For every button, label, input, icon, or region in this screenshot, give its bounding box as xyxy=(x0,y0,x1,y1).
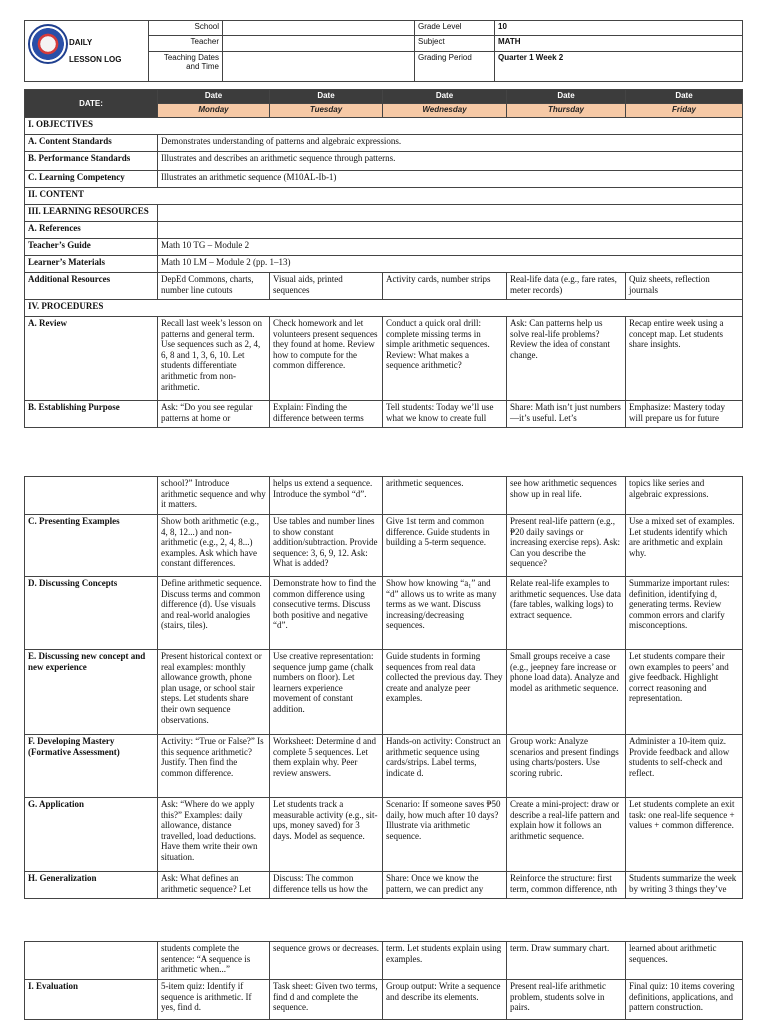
discussing-concepts-label: D. Discussing Concepts xyxy=(25,577,158,650)
header-block xyxy=(24,20,742,82)
dates-value xyxy=(223,51,415,82)
new-concept-label: E. Discussing new concept and new experience xyxy=(25,650,158,735)
evaluation-wed: Group output: Write a sequence and describe its elements. xyxy=(383,980,507,1020)
date-label: DATE: xyxy=(25,90,158,118)
learning-competency-label: C. Learning Competency xyxy=(25,171,158,188)
purpose-fri-part1: Emphasize: Mastery today will prepare us for future xyxy=(626,401,743,428)
purpose-wed-part2: arithmetic sequences. xyxy=(383,477,507,515)
grade-value: 10 xyxy=(495,21,743,36)
generalization-label: H. Generalization xyxy=(25,872,158,899)
generalization-fri-part1: Students summarize the week by writing 3 things they’ve xyxy=(626,872,743,899)
examples-mon: Show both arithmetic (e.g., 4, 8, 12...) and non-arithmetic (e.g., 2, 4, 8...) examples. Ask which have constant differences. xyxy=(158,515,270,577)
day-monday: Monday xyxy=(158,104,270,118)
new-concept-tue: Use creative representation: sequence jump game (chalk numbers on floor). Let learners experience movement of constant addition. xyxy=(270,650,383,735)
generalization-mon-part2: students complete the sentence: “A sequence is arithmetic when...” xyxy=(158,942,270,980)
purpose-fri-part2: topics like series and algebraic expressions. xyxy=(626,477,743,515)
review-label: A. Review xyxy=(25,317,158,401)
performance-standards-label: B. Performance Standards xyxy=(25,152,158,171)
subject-value: MATH xyxy=(495,36,743,51)
title-daily: DAILY xyxy=(69,38,93,47)
generalization-thu-part2: term. Draw summary chart. xyxy=(507,942,626,980)
additional-resources-mon: DepEd Commons, charts, number line cutouts xyxy=(158,273,270,300)
discussing-thu: Relate real-life examples to arithmetic sequences. Use data (fare tables, walking logs) to extract sequence. xyxy=(507,577,626,650)
teachers-guide-value: Math 10 TG – Module 2 xyxy=(158,239,743,256)
generalization-wed-part1: Share: Once we know the pattern, we can predict any xyxy=(383,872,507,899)
application-label: G. Application xyxy=(25,798,158,872)
grade-label: Grade Level xyxy=(415,21,495,36)
references-label: A. References xyxy=(25,222,158,239)
day-friday: Friday xyxy=(626,104,743,118)
establishing-purpose-label: B. Establishing Purpose xyxy=(25,401,158,428)
review-mon: Recall last week’s lesson on patterns and general term. Use sequences such as 2, 4, 6, 8 and 1, 3, 6, 10. Let students differentiate arithmetic from non-arithmetic. xyxy=(158,317,270,401)
examples-fri: Use a mixed set of examples. Let students identify which are arithmetic and explain why. xyxy=(626,515,743,577)
purpose-thu-part2: see how arithmetic sequences show up in real life. xyxy=(507,477,626,515)
section-objectives: I. OBJECTIVES xyxy=(25,118,743,135)
period-label: Grading Period xyxy=(415,51,495,82)
purpose-mon-part2: school?” Introduce arithmetic sequence and why it matters. xyxy=(158,477,270,515)
evaluation-fri: Final quiz: 10 items covering definitions, applications, and pattern construction. xyxy=(626,980,743,1020)
school-value xyxy=(223,21,415,36)
new-concept-wed: Guide students in forming sequences from real data collected the previous day. They create and analyze peer examples. xyxy=(383,650,507,735)
discussing-tue: Demonstrate how to find the common difference using consecutive terms. Discuss both positive and negative “d”. xyxy=(270,577,383,650)
day-thursday: Thursday xyxy=(507,104,626,118)
learning-competency-value: Illustrates an arithmetic sequence (M10AL-Ib-1) xyxy=(158,171,743,188)
examples-thu: Present real-life pattern (e.g., ₱20 daily savings or increasing exercise reps). Ask: Can you describe the sequence? xyxy=(507,515,626,577)
mastery-mon: Activity: “True or False?” Is this sequence arithmetic? Justify. Then find the common difference. xyxy=(158,735,270,798)
evaluation-thu: Present real-life arithmetic problem, students solve in pairs. xyxy=(507,980,626,1020)
discussing-fri: Summarize important rules: definition, identifying d, generating terms. Review common errors and clarify misconceptions. xyxy=(626,577,743,650)
generalization-thu-part1: Reinforce the structure: first term, common difference, nth xyxy=(507,872,626,899)
learners-materials-value: Math 10 LM – Module 2 (pp. 1–13) xyxy=(158,256,743,273)
date-col-2: Date xyxy=(270,90,383,104)
review-tue: Check homework and let volunteers present sequences they found at home. Review how to compute for the common difference. xyxy=(270,317,383,401)
date-col-5: Date xyxy=(626,90,743,104)
purpose-tue-part1: Explain: Finding the difference between terms xyxy=(270,401,383,428)
new-concept-mon: Present historical context or real examples: monthly allowance growth, phone plan usage, or school stair steps. Let students share their own sequence observations. xyxy=(158,650,270,735)
teacher-label: Teacher xyxy=(149,36,223,51)
day-wednesday: Wednesday xyxy=(383,104,507,118)
application-mon: Ask: “Where do we apply this?” Examples: daily allowance, distance travelled, load deductions. Have them write their own situation. xyxy=(158,798,270,872)
new-concept-thu: Small groups receive a case (e.g., jeepney fare increase or phone load data). Analyze and model as arithmetic sequence. xyxy=(507,650,626,735)
date-col-3: Date xyxy=(383,90,507,104)
examples-wed: Give 1st term and common difference. Guide students in building a 5-term sequence. xyxy=(383,515,507,577)
dates-label: Teaching Dates and Time xyxy=(149,51,223,82)
purpose-mon-part1: Ask: “Do you see regular patterns at home or xyxy=(158,401,270,428)
evaluation-tue: Task sheet: Given two terms, find d and complete the sequence. xyxy=(270,980,383,1020)
teachers-guide-label: Teacher’s Guide xyxy=(25,239,158,256)
learners-materials-label: Learner’s Materials xyxy=(25,256,158,273)
mastery-wed: Hands-on activity: Construct an arithmetic sequence using cards/strips. Label terms, indicate d. xyxy=(383,735,507,798)
purpose-wed-part1: Tell students: Today we’ll use what we know to create full xyxy=(383,401,507,428)
day-tuesday: Tuesday xyxy=(270,104,383,118)
evaluation-label: I. Evaluation xyxy=(25,980,158,1020)
lesson-table-part-3 xyxy=(24,941,742,1020)
mastery-thu: Group work: Analyze scenarios and present findings using charts/posters. Use scoring rubric. xyxy=(507,735,626,798)
generalization-tue-part1: Discuss: The common difference tells us how the xyxy=(270,872,383,899)
generalization-mon-part1: Ask: What defines an arithmetic sequence? Let xyxy=(158,872,270,899)
review-fri: Recap entire week using a concept map. Let students share insights. xyxy=(626,317,743,401)
additional-resources-wed: Activity cards, number strips xyxy=(383,273,507,300)
application-tue: Let students track a measurable activity (e.g., sit-ups, money saved) for 3 days. Model as sequence. xyxy=(270,798,383,872)
additional-resources-label: Additional Resources xyxy=(25,273,158,300)
performance-standards-value: Illustrates and describes an arithmetic sequence through patterns. xyxy=(158,152,743,171)
date-col-1: Date xyxy=(158,90,270,104)
mastery-fri: Administer a 10-item quiz. Provide feedback and allow students to self-check and reflect. xyxy=(626,735,743,798)
review-wed: Conduct a quick oral drill: complete missing terms in simple arithmetic sequences. Review: What makes a sequence arithmetic? xyxy=(383,317,507,401)
period-value: Quarter 1 Week 2 xyxy=(495,51,743,82)
generalization-fri-part2: learned about arithmetic sequences. xyxy=(626,942,743,980)
lesson-table-part-1 xyxy=(24,89,742,428)
discussing-wed: Show how knowing “a₁” and “d” allows us to write as many terms as we want. Discuss increasing/decreasing sequences. xyxy=(383,577,507,650)
section-content: II. CONTENT xyxy=(25,188,743,205)
additional-resources-fri: Quiz sheets, reflection journals xyxy=(626,273,743,300)
subject-label: Subject xyxy=(415,36,495,51)
purpose-thu-part1: Share: Math isn’t just numbers—it’s useful. Let’s xyxy=(507,401,626,428)
discussing-mon: Define arithmetic sequence. Discuss terms and common difference (d). Use visuals and real-world analogies (stairs, tiles). xyxy=(158,577,270,650)
evaluation-mon: 5-item quiz: Identify if sequence is arithmetic. If yes, find d. xyxy=(158,980,270,1020)
generalization-tue-part2: sequence grows or decreases. xyxy=(270,942,383,980)
application-thu: Create a mini-project: draw or describe a real-life pattern and explain how it follows an arithmetic sequence. xyxy=(507,798,626,872)
presenting-examples-label: C. Presenting Examples xyxy=(25,515,158,577)
examples-tue: Use tables and number lines to show constant addition/subtraction. Provide sequence: 3, 6, 9, 12. Ask: What is added? xyxy=(270,515,383,577)
lesson-table-part-2 xyxy=(24,476,742,899)
new-concept-fri: Let students compare their own examples to peers’ and give feedback. Highlight correct reasoning and representation. xyxy=(626,650,743,735)
additional-resources-tue: Visual aids, printed sequences xyxy=(270,273,383,300)
section-procedures: IV. PROCEDURES xyxy=(25,300,743,317)
title-lesson-log: LESSON LOG xyxy=(69,55,122,64)
content-standards-value: Demonstrates understanding of patterns and algebraic expressions. xyxy=(158,135,743,152)
purpose-tue-part2: helps us extend a sequence. Introduce the symbol “d”. xyxy=(270,477,383,515)
teacher-value xyxy=(223,36,415,51)
generalization-wed-part2: term. Let students explain using examples. xyxy=(383,942,507,980)
review-thu: Ask: Can patterns help us solve real-life problems? Review the idea of constant change. xyxy=(507,317,626,401)
application-fri: Let students complete an exit task: one real-life sequence + values + common difference. xyxy=(626,798,743,872)
additional-resources-thu: Real-life data (e.g., fare rates, meter records) xyxy=(507,273,626,300)
developing-mastery-label: F. Developing Mastery (Formative Assessment) xyxy=(25,735,158,798)
section-learning-resources: III. LEARNING RESOURCES xyxy=(25,205,158,222)
application-wed: Scenario: If someone saves ₱50 daily, how much after 10 days? Illustrate via arithmetic sequence. xyxy=(383,798,507,872)
school-label: School xyxy=(149,21,223,36)
logo-cell xyxy=(25,21,149,82)
deped-seal-icon xyxy=(28,24,68,64)
date-col-4: Date xyxy=(507,90,626,104)
mastery-tue: Worksheet: Determine d and complete 5 sequences. Let them explain why. Peer review answers. xyxy=(270,735,383,798)
content-standards-label: A. Content Standards xyxy=(25,135,158,152)
